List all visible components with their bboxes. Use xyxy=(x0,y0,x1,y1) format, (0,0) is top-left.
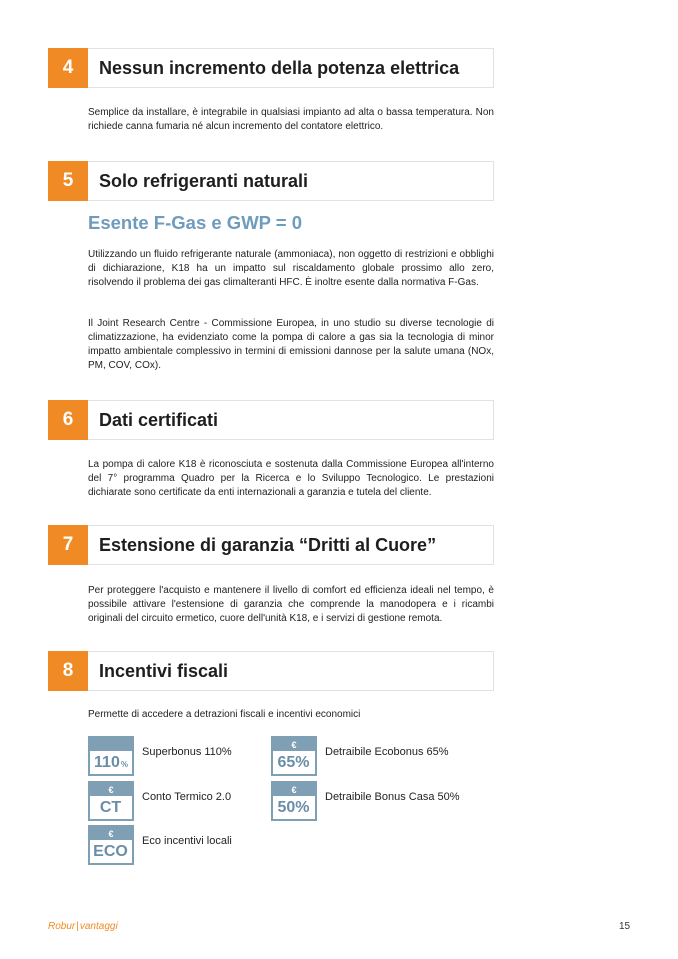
section-5-subheading: Esente F-Gas e GWP = 0 xyxy=(88,212,303,233)
section-5-paragraph-1: Utilizzando un fluido refrigerante naturale (ammoniaca), non oggetto di restrizioni e obblighi di dichiarazione, K18 ha un impatto sul riscaldamento globale prossimo allo zero, risolvendo il problema dei gas climalteranti HFC. È inoltre esente dalla normativa F-Gas. xyxy=(88,249,494,288)
incentive-bonus-casa xyxy=(271,781,460,821)
section-header-7 xyxy=(48,525,494,565)
footer-brand xyxy=(48,921,118,932)
euro-icon: € xyxy=(90,827,132,840)
section-header-4 xyxy=(48,48,494,88)
eco-badge-icon xyxy=(88,825,134,865)
section-header-5 xyxy=(48,161,494,201)
section-header-6 xyxy=(48,400,494,440)
badge-value: 50% xyxy=(277,798,310,816)
section-number: 7 xyxy=(48,525,88,565)
badge-value: ECO xyxy=(93,842,128,860)
incentive-eco xyxy=(88,825,232,865)
bonus-casa-badge-icon xyxy=(271,781,317,821)
badge-top xyxy=(90,738,132,751)
euro-icon: € xyxy=(90,783,132,796)
section-title: Incentivi fiscali xyxy=(99,660,229,681)
footer-separator: | xyxy=(76,921,79,932)
euro-icon: € xyxy=(273,738,315,751)
superbonus-badge-icon xyxy=(88,736,134,776)
incentive-label: Superbonus 110% xyxy=(142,746,232,758)
badge-value: CT xyxy=(99,798,122,816)
footer-brand-name: Robur xyxy=(48,921,76,932)
section-title: Estensione di garanzia “Dritti al Cuore” xyxy=(99,534,437,555)
incentive-label: Eco incentivi locali xyxy=(142,835,232,847)
section-5-paragraph-2: Il Joint Research Centre - Commissione Europea, in uno studio su diverse tecnologie di climatizzazione, ha evidenziato come la pompa di calore a gas sia la tecnologia di minor impatto ambientale complessivo in termini di emissioni dannose per la salute umana (NOx, PM, COV, COx). xyxy=(88,318,494,371)
euro-icon: € xyxy=(273,783,315,796)
section-number: 6 xyxy=(48,400,88,440)
incentive-conto-termico xyxy=(88,781,231,821)
incentive-label: Detraibile Ecobonus 65% xyxy=(325,746,449,758)
footer-section: vantaggi xyxy=(79,921,118,932)
section-number: 5 xyxy=(48,161,88,201)
incentive-ecobonus xyxy=(271,736,449,776)
section-6-paragraph: La pompa di calore K18 è riconosciuta e sostenuta dalla Commissione Europea all'interno del 7° programma Quadro per la Ricerca e lo Sviluppo Tecnologico. Le prestazioni dichiarate sono certificate da enti internazionali a garanzia e tutela del cliente. xyxy=(88,459,494,498)
section-number: 8 xyxy=(48,651,88,691)
incentive-label: Conto Termico 2.0 xyxy=(142,791,232,803)
section-7-paragraph: Per proteggere l'acquisto e mantenere il livello di comfort ed efficienza ideali nel tempo, è possibile attivare l'estensione di garanzia che comprende la manodopera e i ricambi originali del circuito ermetico, cuore dell'unità K18, e i servizi di gestione remota. xyxy=(88,585,494,624)
badge-value: 110 xyxy=(94,753,120,771)
section-title: Nessun incremento della potenza elettrica xyxy=(99,57,460,78)
section-title: Solo refrigeranti naturali xyxy=(99,170,309,191)
section-4-paragraph: Semplice da installare, è integrabile in qualsiasi impianto ad alta o bassa temperatura. Non richiede canna fumaria né alcun incremento del contatore elettrico. xyxy=(88,107,494,132)
ecobonus-badge-icon xyxy=(271,736,317,776)
incentive-superbonus xyxy=(88,736,232,776)
badge-value: 65% xyxy=(277,753,310,771)
incentive-label: Detraibile Bonus Casa 50% xyxy=(325,791,460,803)
section-header-8 xyxy=(48,651,494,691)
section-title: Dati certificati xyxy=(99,409,219,430)
badge-unit: % xyxy=(120,760,128,769)
page-number: 15 xyxy=(619,921,631,932)
section-8-paragraph: Permette di accedere a detrazioni fiscali e incentivi economici xyxy=(88,709,361,720)
conto-termico-badge-icon xyxy=(88,781,134,821)
section-number: 4 xyxy=(48,48,88,88)
